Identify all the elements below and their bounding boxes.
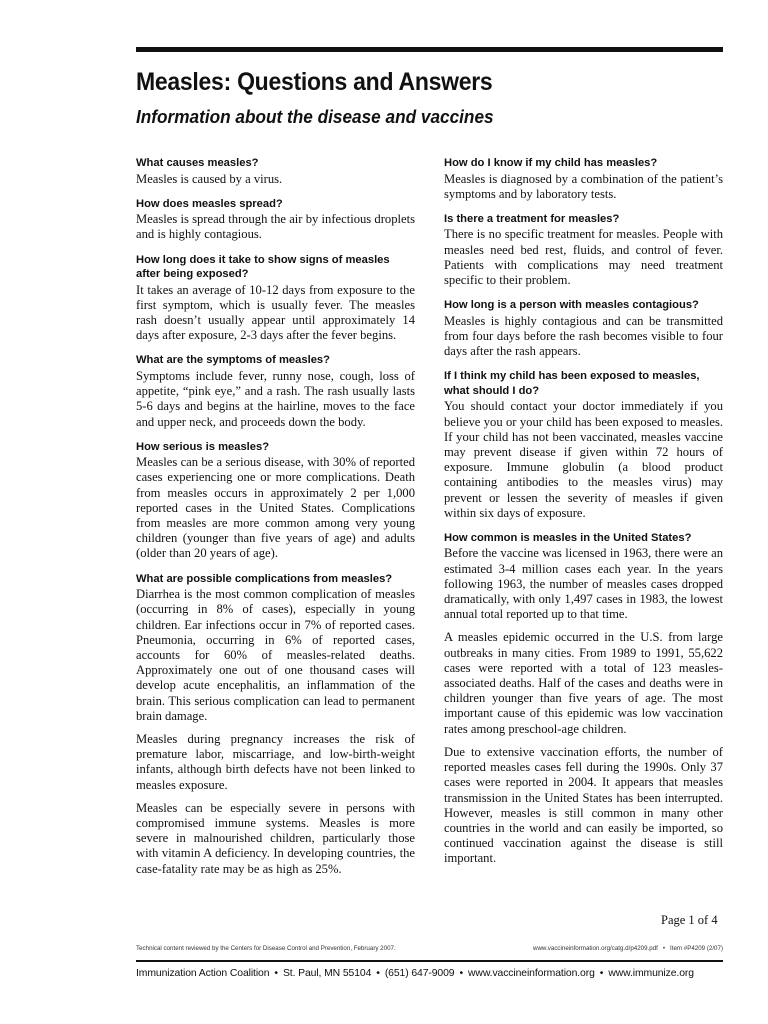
qa-section	[444, 298, 723, 359]
answer-paragraph: It takes an average of 10-12 days from exposure to the first symptom, which is usually fever. The measles rash doesn’t usually appear until approximately 14 days after exposure, 2-3 days after the fever begins.	[136, 282, 415, 343]
qa-section	[444, 369, 723, 521]
left-column	[136, 156, 415, 887]
question-heading: How long does it take to show signs of measles after being exposed?	[136, 253, 390, 281]
question-heading: What are the symptoms of measles?	[136, 354, 330, 367]
answer-paragraph: There is no specific treatment for measles. People with measles need bed rest, fluids, and control of fever. Patients with complications may need treatment specific to their problem.	[444, 227, 723, 288]
bottom-rule	[136, 960, 723, 962]
qa-section	[444, 156, 723, 202]
question-heading: How serious is measles?	[136, 440, 270, 453]
answer-paragraph: Measles can be a serious disease, with 30% of reported cases experiencing one or more complications. Death from measles occurs in approximately 2 per 1,000 reported cases in the United States. Complications from measles are more common among very young children (younger than five years of age) and adults (older than 20 years of age).	[136, 455, 415, 561]
answer-paragraph: Symptoms include fever, runny nose, cough, loss of appetite, “pink eye,” and a rash. The rash usually lasts 5-6 days and begins at the hairline, moves to the face and upper neck, and proceeds down the body.	[136, 368, 415, 429]
answer-paragraph: Measles during pregnancy increases the risk of premature labor, miscarriage, and low-birth-weight infants, although birth defects have not been linked to measles exposure.	[136, 731, 415, 792]
review-note: Technical content reviewed by the Centers for Disease Control and Prevention, February 2007.	[136, 945, 396, 952]
document-url[interactable]: www.vaccineinformation.org/catg.d/p4209.pdf	[533, 945, 658, 952]
answer-paragraph: Diarrhea is the most common complication of measles (occurring in 8% of cases), especially in young children. Ear infections occur in 7% of reported cases. Pneumonia, occurring in 6% of reported cases, accounts for 60% of measles-related deaths. Approximately one out of one thousand cases will develop acute encephalitis, an inflammation of the brain. This serious complication can lead to permanent brain damage.	[136, 587, 415, 723]
answer-paragraph: Measles is diagnosed by a combination of the patient’s symptoms and by laboratory tests.	[444, 171, 723, 201]
question-heading: If I think my child has been exposed to measles, what should I do?	[444, 370, 700, 397]
answer-paragraph: Before the vaccine was licensed in 1963, there were an estimated 3-4 million cases each year. In the years following 1963, the number of measles cases dropped dramatically, with only 1,497 cases in 1983, the lowest annual total reported up to that time.	[444, 546, 723, 622]
link-vaccineinformation[interactable]: www.vaccineinformation.org	[468, 968, 595, 979]
question-heading: How long is a person with measles contagious?	[444, 299, 699, 312]
link-immunize[interactable]: www.immunize.org	[608, 968, 694, 979]
answer-paragraph: You should contact your doctor immediately if you believe you or your child has been exposed to measles. If your child has not been vaccinated, measles vaccine may prevent disease if given within 72 hours of exposure. Immune globulin (a blood product containing antibodies to the measles virus) may prevent or lessen the severity of measles if given within six days of exposure.	[444, 399, 723, 520]
question-heading: How does measles spread?	[136, 197, 283, 210]
top-rule	[136, 47, 723, 52]
qa-section	[136, 572, 415, 877]
qa-section	[136, 253, 415, 344]
question-heading: Is there a treatment for measles?	[444, 212, 620, 225]
answer-paragraph: Measles is highly contagious and can be transmitted from four days before the rash becomes visible to four days after the rash appears.	[444, 313, 723, 359]
answer-paragraph: Measles can be especially severe in persons with compromised immune systems. Measles is more severe in malnourished children, particularly those with vitamin A deficiency. In developing countries, the case-fatality rate may be as high as 25%.	[136, 800, 415, 876]
document-reference: www.vaccineinformation.org/catg.d/p4209.pdf • Item #P4209 (2/07)	[533, 945, 723, 952]
qa-section	[444, 531, 723, 867]
page-number: Page 1 of 4	[661, 913, 718, 927]
question-heading: How do I know if my child has measles?	[444, 157, 658, 169]
item-code: Item #P4209 (2/07)	[670, 945, 723, 952]
qa-section	[136, 156, 415, 187]
page-subtitle: Information about the disease and vaccines	[136, 106, 494, 127]
question-heading: What causes measles?	[136, 157, 259, 169]
organization-footer: Immunization Action Coalition • St. Paul, MN 55104 • (651) 647-9009 • www.vaccineinformation.org • www.immunize.org	[136, 968, 694, 979]
org-city: St. Paul, MN 55104	[282, 968, 372, 979]
org-name: Immunization Action Coalition	[136, 968, 270, 979]
page-title: Measles: Questions and Answers	[136, 68, 493, 96]
answer-paragraph: A measles epidemic occurred in the U.S. from large outbreaks in many cities. From 1989 to 1991, 55,622 cases were reported with a total of 123 measles-associated deaths. Half of the cases and deaths were in children younger than five years of age. The most important cause of this epidemic was low vaccination rates among preschool-age children.	[444, 630, 723, 736]
qa-section	[136, 353, 415, 429]
right-column	[444, 156, 723, 877]
question-heading: What are possible complications from measles?	[136, 572, 393, 585]
answer-paragraph: Measles is spread through the air by infectious droplets and is highly contagious.	[136, 212, 415, 242]
answer-paragraph: Measles is caused by a virus.	[136, 171, 283, 186]
org-phone: (651) 647-9009	[384, 968, 455, 979]
qa-section	[136, 197, 415, 243]
qa-section	[136, 440, 415, 562]
question-heading: How common is measles in the United States?	[444, 531, 692, 544]
qa-section	[444, 212, 723, 288]
answer-paragraph: Due to extensive vaccination efforts, the number of reported measles cases fell during the 1990s. Only 37 cases were reported in 2004. It appears that measles transmission in the United States has been interrupted. However, measles is still common in many other countries in the world and can easily be imported, so continued vaccination against the disease is still important.	[444, 744, 723, 866]
